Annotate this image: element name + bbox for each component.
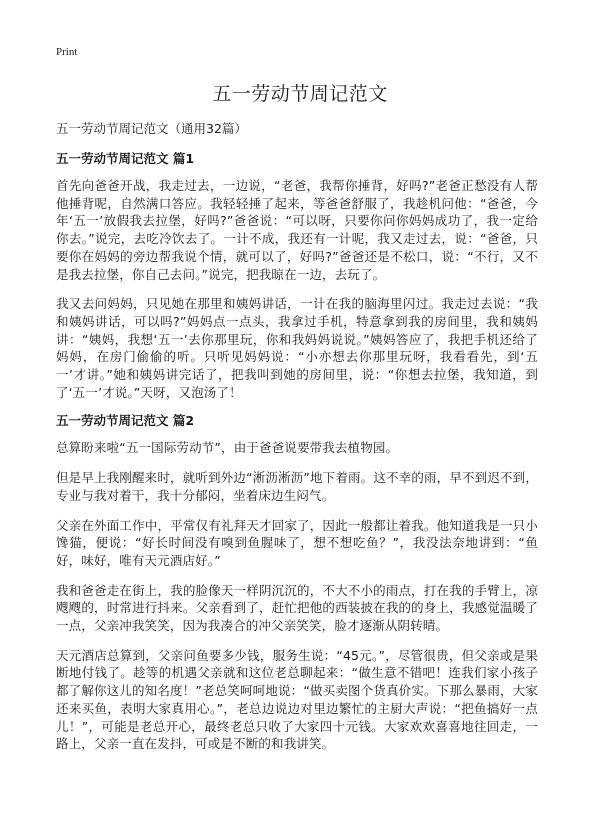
paragraph: 首先向爸爸开战，我走过去，一边说，“老爸，我帮你捶背，好吗?”老爸正愁没有人帮他捶背呢，自然满口答应。我轻轻捶了起来，等爸爸舒服了，我趁机问他：“爸爸，今年‘五一’放假我去拉堡，好吗?”爸爸说：“可以呀，只要你问你妈妈成功了，我一定给你去。”说完，去吃冷饮去了。一计不成，我还有一计呢，我又走过去，说：“爸爸，只要你在妈妈的旁边帮我说个情，就可以了，好吗?”爸爸还是不松口，说：“不行，又不是我去拉堡，你自己去问。”说完，把我晾在一边，去玩了。 [56,178,538,282]
document-subtitle: 五一劳动节周记范文（通用32篇） [56,121,247,136]
document-body [56,121,538,765]
paragraph: 总算盼来啦“五一国际劳动节”，由于爸爸说要带我去植物园。 [56,440,399,456]
paragraph: 我又去问妈妈，只见她在那里和姨妈讲话，一计在我的脑海里闪过。我走过去说：“我和姨妈讲话，可以吗?”妈妈点一点头，我拿过手机，特意拿到我的房间里，我和姨妈讲：“姨妈，我想‘五一’去你那里玩，你和我妈妈说说。”姨妈答应了，我把手机还给了妈妈，在房门偷偷的听。只听见妈妈说：“小亦想去你那里玩呀，我看看先，到‘五一’才讲。”她和姨妈讲完话了，把我叫到她的房间里，说：“你想去拉堡，我知道，到了‘五一’才说。”天呀，又泡汤了！ [56,296,538,400]
section-heading: 五一劳动节周记范文 篇1 [56,151,195,166]
section-1 [56,151,538,401]
page-title: 五一劳动节周记范文 [212,83,388,105]
paragraph: 父亲在外面工作中，平常仅有礼拜天才回家了，因此一般都让着我。他知道我是一只小馋猫，便说：“好长时间没有嗅到鱼腥味了，想不想吃鱼？”，我没法奈地讲到：“鱼好，味好，唯有天元酒店好。” [56,517,538,568]
print-link[interactable]: Print [56,46,78,58]
paragraph: 天元酒店总算到，父亲问鱼要多少钱，服务生说：“45元。”，尽管很贵，但父亲或是果断地付钱了。趁等的机遇父亲就和这位老总聊起来：“做生意不错吧！连我们家小孩子都了解你这儿的知名度！”老总笑呵呵地说：“做买卖图个货真价实。下那么暴雨，大家还来买鱼，表明大家真用心。”，老总边说边对里边繁忙的主厨大声说：“把鱼搞好一点儿！”，可能是老总开心，最终老总只收了大家四十元钱。大家欢欢喜喜地往回走，一路上，父亲一直在发抖，可或是不断的和我讲笑。 [56,647,538,752]
paragraph: 我和爸爸走在街上，我的脸像天一样阴沉沉的，不大不小的雨点，打在我的手臂上，凉飕飕的，时常进行抖来。父亲看到了，赶忙把他的西装披在我的的身上，我感觉温暖了一点，父亲冲我笑笑，因为我凑合的冲父亲笑笑，脸才逐渐从阴转晴。 [56,582,538,634]
paragraph: 但是早上我刚醒来时，就听到外边“淅沥淅沥”地下着雨。这不幸的雨，早不到迟不到，专业与我对着干，我十分郁闷，坐着床边生闷气。 [56,470,538,503]
section-2 [56,413,538,753]
section-heading: 五一劳动节周记范文 篇2 [56,413,195,429]
